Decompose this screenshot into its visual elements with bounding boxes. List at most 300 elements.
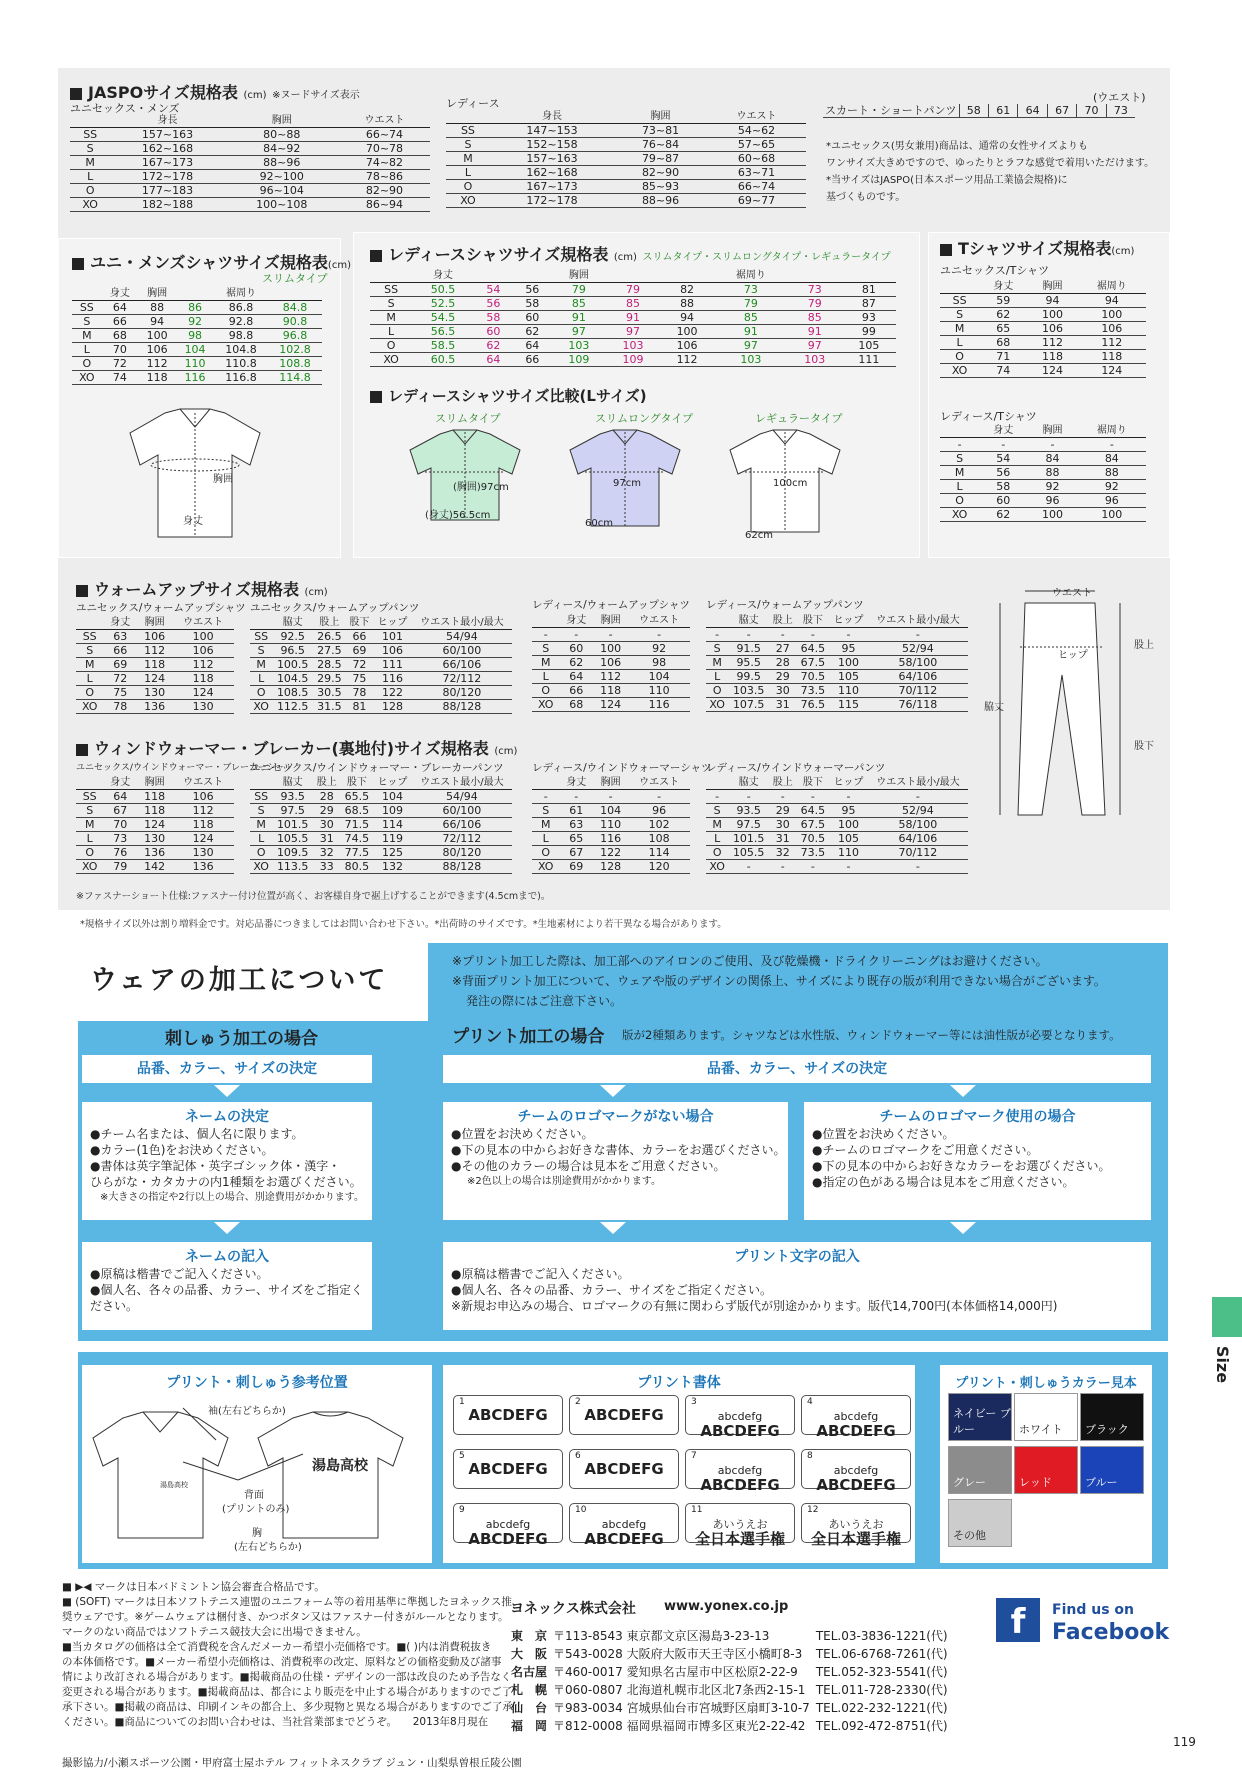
facebook-label[interactable]: Facebook [1052,1620,1170,1645]
table-cell: 112 [660,353,714,367]
table-row [76,686,234,700]
table-cell: 113.5 [272,860,313,874]
jaspo-notes [826,138,1154,206]
table-row [532,684,690,698]
skirt-label: スカート・ショートパンツ [823,104,959,118]
swatch-label: ブラック [1085,1423,1129,1436]
position-heading: プリント・刺しゅう参考位置 [166,1375,348,1391]
table-cell: XO [706,860,728,874]
table-cell: 60 [474,325,513,339]
wind-uni-pants-table [250,776,512,874]
office-city: 福 岡 [511,1718,548,1733]
table-cell: L [72,343,102,357]
table-header [940,424,1146,438]
table-cell: 93.5 [272,790,313,804]
table-header [446,110,806,124]
table-cell: 26.5 [313,630,346,644]
wind-uni-shirt-table [76,776,234,874]
font-number: 3 [691,1397,697,1407]
table-cell: 67 [1047,104,1076,118]
font-sample-text: ABCDEFG [584,1460,664,1478]
table-row [370,339,896,353]
table-cell: 92 [176,315,214,329]
table-cell: 79 [103,860,137,874]
office-city: 東 京 [511,1628,548,1643]
table-cell: 73.5 [797,684,830,698]
table-cell: 62 [979,508,1027,522]
column-header: ヒップ [373,776,412,790]
table-cell: 88/128 [412,700,512,714]
table-cell: 130 [137,832,172,846]
table-header [250,776,512,790]
table-cell: 101.5 [272,818,313,832]
table-row [370,297,896,311]
table-cell: 58/100 [868,818,968,832]
table-cell: M [370,311,412,325]
print-decide-bar: 品番、カラー、サイズの決定 [443,1055,1151,1083]
column-header: 股下 [797,776,830,790]
list-item: ●原稿は楷書でご記入ください。 [90,1267,269,1281]
table-cell: - [868,628,968,642]
table-row [940,336,1146,350]
column-header [706,614,728,628]
column-header: 身丈 [979,280,1027,294]
side-size-label: Size [1213,1345,1233,1384]
table-cell: 88 [660,297,714,311]
color-swatch [948,1446,1012,1494]
list-item: ※新規お申込みの場合、ロゴマークの有無に関わらず版代が別途かかります。版代14,700円(本体価格14,000円) [451,1299,1058,1313]
table-cell: XO [76,860,103,874]
table-cell: O [940,494,979,508]
table-cell: - [1027,438,1077,452]
table-cell: 76 [103,846,137,860]
table-header [532,614,690,628]
font-number: 7 [691,1451,697,1461]
table-cell: - [593,790,628,804]
table-cell: 33 [313,860,341,874]
table-cell: 94 [1027,294,1077,308]
logo-box [804,1102,1151,1220]
table-row [76,658,234,672]
print-heading: プリント加工の場合 [452,1027,605,1047]
table-cell: 70.5 [797,832,830,846]
column-header [176,287,214,301]
table-cell: XO [72,371,102,385]
table-cell: 54/94 [412,630,512,644]
table-cell: XO [940,508,979,522]
table-cell: SS [370,283,412,297]
font-sample [685,1449,795,1494]
font-sample [569,1449,679,1489]
table-cell: 76/118 [868,698,968,712]
table-cell: 99 [842,325,896,339]
list-item: ●カラー(1色)をお決めください。 [90,1143,274,1157]
font-sample-text: abcdefg ABCDEFG [700,1410,780,1440]
table-row [250,686,512,700]
footer-note-line: ■当カタログの価格は全て消費税を含んだメーカー希望小売価格です。■( )内は消費税抜き [62,1641,492,1653]
table-cell: L [446,166,490,180]
table-cell: 70.5 [797,670,830,684]
table-cell: 172~178 [490,194,614,208]
table-cell: L [706,832,728,846]
swatch-label: その他 [953,1529,986,1542]
table-row [532,860,690,874]
column-header [76,776,103,790]
table-cell: M [76,658,103,672]
column-header: 身丈 [412,269,474,283]
ladies-shirt-title: レディースシャツサイズ規格表 (cm) スリムタイプ・スリムロングタイプ・レギュラータイプ [370,242,891,265]
table-cell: M [76,818,103,832]
table-cell: 102 [628,818,690,832]
table-cell: 97.5 [728,818,769,832]
table-cell: 67.5 [797,656,830,670]
column-header: 股上 [769,776,797,790]
table-row [446,138,806,152]
table-cell: 68 [102,329,138,343]
table-cell: 92~100 [225,170,339,184]
table-cell: 79 [714,297,788,311]
table-cell: 94 [138,315,176,329]
table-cell: 112 [172,804,234,818]
table-cell: 100.5 [272,658,313,672]
table-cell: O [76,846,103,860]
office-tel: TEL.052-323-5541(代) [815,1664,948,1679]
arrow-down-icon [950,1085,976,1097]
table-cell: O [72,357,102,371]
table-cell: 118 [138,371,176,385]
warmup-ladies-pants-table [706,614,968,712]
no-logo-items [443,1126,788,1174]
table-cell: - [829,860,868,874]
table-cell: 61 [989,104,1018,118]
table-cell: 28 [313,790,341,804]
table-cell: 70 [103,818,137,832]
arrow-down-icon [950,1222,976,1234]
table-cell: 75 [346,672,374,686]
table-cell: 128 [593,860,628,874]
font-sample-text: ABCDEFG [468,1460,548,1478]
table-cell: 111 [842,353,896,367]
chest-label: 胸 [252,1528,262,1539]
table-row [70,198,430,212]
table-cell: - [532,628,559,642]
table-cell: 124 [172,686,234,700]
table-cell: 96 [628,804,690,818]
table-cell: SS [70,128,110,142]
table-cell: 82~90 [339,184,430,198]
table-cell: XO [250,860,272,874]
table-cell: S [70,142,110,156]
table-cell: 73 [714,283,788,297]
table-cell: SS [250,630,272,644]
table-cell: O [76,686,103,700]
company-url[interactable]: www.yonex.co.jp [664,1599,789,1614]
note-line: ワンサイズ大きめですので、ゆったりとラフな感覚で着用いただけます。 [826,158,1155,169]
table-cell: 73 [103,832,137,846]
column-header: 身長 [490,110,614,124]
table-cell: 73 [1106,104,1135,118]
swatch-label: ネイビー ブルー [953,1407,1011,1436]
table-cell: 76~84 [614,138,707,152]
table-cell: 100 [1027,308,1077,322]
table-cell: 108 [628,832,690,846]
table-cell: 88~96 [614,194,707,208]
table-row [532,832,690,846]
table-cell: 66 [102,315,138,329]
table-cell: 94 [1078,294,1146,308]
column-header: 胸囲 [1027,424,1077,438]
table-row [446,152,806,166]
table-cell: 69~77 [707,194,806,208]
table-cell: 100 [593,642,628,656]
table-cell: 74.5 [341,832,374,846]
column-header [70,114,110,128]
table-cell: 112 [137,644,172,658]
table-row [706,832,968,846]
column-header: 胸囲 [593,776,628,790]
table-header [76,616,234,630]
table-cell: XO [370,353,412,367]
table-cell: 130 [172,700,234,714]
table-cell: 56 [474,297,513,311]
table-cell: 64/106 [868,832,968,846]
table-cell: 124 [137,818,172,832]
table-cell: 96 [1078,494,1146,508]
table-cell: 60~68 [707,152,806,166]
side-tab [1212,1297,1242,1337]
column-header: 胸囲 [593,614,628,628]
column-header: 身丈 [979,424,1027,438]
table-cell: M [940,466,979,480]
font-number: 8 [807,1451,813,1461]
font-sample-text: あいうえお 全日本選手権 [810,1518,901,1548]
table-cell: 118 [1078,350,1146,364]
table-cell: 110 [628,684,690,698]
name-decide-items [82,1126,372,1190]
table-cell: - [769,860,797,874]
warmup-uni-pants-table [250,616,512,714]
table-cell: 92 [628,642,690,656]
table-cell: 130 [137,686,172,700]
table-cell: - [829,628,868,642]
column-header: 脇丈 [272,776,313,790]
table-cell: 74 [102,371,138,385]
table-row [76,832,234,846]
table-cell: XO [940,364,979,378]
logo-heading: チームのロゴマーク使用の場合 [879,1109,1076,1125]
table-row [250,860,512,874]
column-header: 胸囲 [137,776,172,790]
table-cell: 120 [628,860,690,874]
table-cell: 52/94 [868,804,968,818]
table-cell: 88 [138,301,176,315]
table-row [250,630,512,644]
column-header: 脇丈 [728,776,769,790]
column-header: 股上 [769,614,797,628]
facebook-icon[interactable]: f [996,1598,1040,1642]
table-cell: 116 [373,672,412,686]
column-header: 身丈 [102,287,138,301]
table-row [706,846,968,860]
table-cell: 100 [660,325,714,339]
table-row [940,308,1146,322]
table-header [532,776,690,790]
table-row [250,804,512,818]
table-cell: 66~74 [707,180,806,194]
table-row [706,804,968,818]
table-row [72,315,322,329]
table-cell: 77.5 [341,846,374,860]
table-cell: 90.8 [268,315,322,329]
table-cell: 71.5 [341,818,374,832]
footer-note-line: マークのない商品ではソフトテニス競技大会に出場できません。 [62,1626,367,1638]
table-cell: 106 [137,630,172,644]
no-logo-small: ※2色以上の場合は別途費用がかかります。 [467,1176,661,1187]
table-cell: - [940,438,979,452]
office-city: 名古屋 [511,1664,548,1679]
table-row [370,353,896,367]
table-cell: O [532,846,559,860]
table-cell: 66/106 [412,818,512,832]
office-row [508,1698,951,1716]
color-swatch [948,1393,1012,1441]
table-cell: 50.5 [412,283,474,297]
table-cell: 110 [176,357,214,371]
table-cell: 104 [176,343,214,357]
pants-diagram [980,585,1150,825]
wind-ladies-shirt-label: レディース/ウインドウォーマーシャツ [532,762,712,774]
table-cell: 112 [1027,336,1077,350]
uni-shirt-slim-label: スリムタイプ [262,272,328,285]
table-cell: 98.8 [214,329,268,343]
office-row [508,1680,951,1698]
table-cell: 82 [660,283,714,297]
table-cell: 58 [513,297,552,311]
table-cell: 30.5 [313,686,346,700]
table-row [532,698,690,712]
table-cell: 98 [176,329,214,343]
column-header: 裾周り [214,287,268,301]
table-cell: - [728,790,769,804]
table-cell: 68 [979,336,1027,350]
wind-uni-shirt-label: ユニセックス/ウインドウォーマー・ブレーカーシャツ [76,763,294,773]
table-cell: 60 [513,311,552,325]
table-cell: 72/112 [412,672,512,686]
table-cell: 105 [829,832,868,846]
table-cell: 124 [1027,364,1077,378]
table-cell: 109 [606,353,660,367]
column-header [532,614,559,628]
office-row [508,1626,951,1644]
table-cell: 105.5 [272,832,313,846]
table-cell: 84.8 [268,301,322,315]
table-cell: M [706,818,728,832]
table-row [70,184,430,198]
table-cell: SS [940,294,979,308]
table-cell: 66 [559,684,593,698]
photo-credit: 撮影協力/小瀬スポーツ公園・甲府富士屋ホテル フィットネスクラブ ジュン・山梨県曽根丘陵公園 [62,1757,522,1769]
compare-type-label: レギュラータイプ [755,412,843,425]
table-cell: S [706,642,728,656]
table-cell: 78 [103,700,137,714]
table-header [706,614,968,628]
office-tel: TEL.03-3836-1221(代) [815,1628,948,1643]
table-cell: 64.5 [797,804,830,818]
table-cell: 31.5 [313,700,346,714]
table-cell: 104.5 [272,672,313,686]
font-sample-text: abcdefg ABCDEFG [816,1464,896,1494]
table-cell: 80~88 [225,128,339,142]
table-cell: 118 [593,684,628,698]
footer-note-line: の本体価格です。■メーカー希望小売価格は、消費税率の改定、原料などの価格変動及び諸事 [62,1656,502,1668]
table-cell: 88 [1027,466,1077,480]
table-row [706,860,968,874]
table-cell: 58.5 [412,339,474,353]
table-row [76,644,234,658]
table-cell: 63~71 [707,166,806,180]
table-cell: 72/112 [412,832,512,846]
arrow-down-icon [214,1085,240,1097]
column-header: ウエスト最小/最大 [868,776,968,790]
table-row [250,658,512,672]
table-cell: S [940,452,979,466]
table-cell: 114.8 [268,371,322,385]
table-cell: 54 [474,283,513,297]
table-cell: O [70,184,110,198]
table-cell: 115 [829,698,868,712]
uni-shirt-table [72,287,322,385]
column-header: 股下 [341,776,374,790]
table-cell: 72 [102,357,138,371]
column-header [788,269,842,283]
table-cell: 104 [373,790,412,804]
table-cell: 118 [172,818,234,832]
table-row [76,818,234,832]
table-cell: 88/128 [412,860,512,874]
column-header [706,776,728,790]
table-row [940,480,1146,494]
table-cell: 101 [373,630,412,644]
warmup-ladies-shirt-label: レディース/ウォームアップシャツ [532,599,690,611]
table-cell: 110.8 [214,357,268,371]
table-cell: 63 [559,818,593,832]
facebook-find[interactable]: Find us on [1052,1602,1134,1618]
table-cell: 30 [769,818,797,832]
office-city: 大 阪 [511,1646,548,1661]
table-cell: 73 [788,283,842,297]
table-cell: 112.5 [272,700,313,714]
column-header: 裾周り [1078,280,1146,294]
table-cell: XO [706,698,728,712]
table-cell: S [72,315,102,329]
table-cell: 72 [103,672,137,686]
column-header: ウエスト最小/最大 [868,614,968,628]
table-cell: 86~94 [339,198,430,212]
table-row [76,672,234,686]
table-cell: 62 [559,656,593,670]
table-cell: 73.5 [797,846,830,860]
table-row [940,364,1146,378]
table-cell: 80/120 [412,846,512,860]
column-header [370,269,412,283]
skirt-waist-label: (ウエスト) [1093,91,1146,104]
table-row [532,818,690,832]
table-cell: M [532,818,559,832]
table-cell: 27 [769,642,797,656]
table-cell: 66 [513,353,552,367]
office-table [508,1626,951,1734]
list-item: ●位置をお決めください。 [451,1127,594,1141]
